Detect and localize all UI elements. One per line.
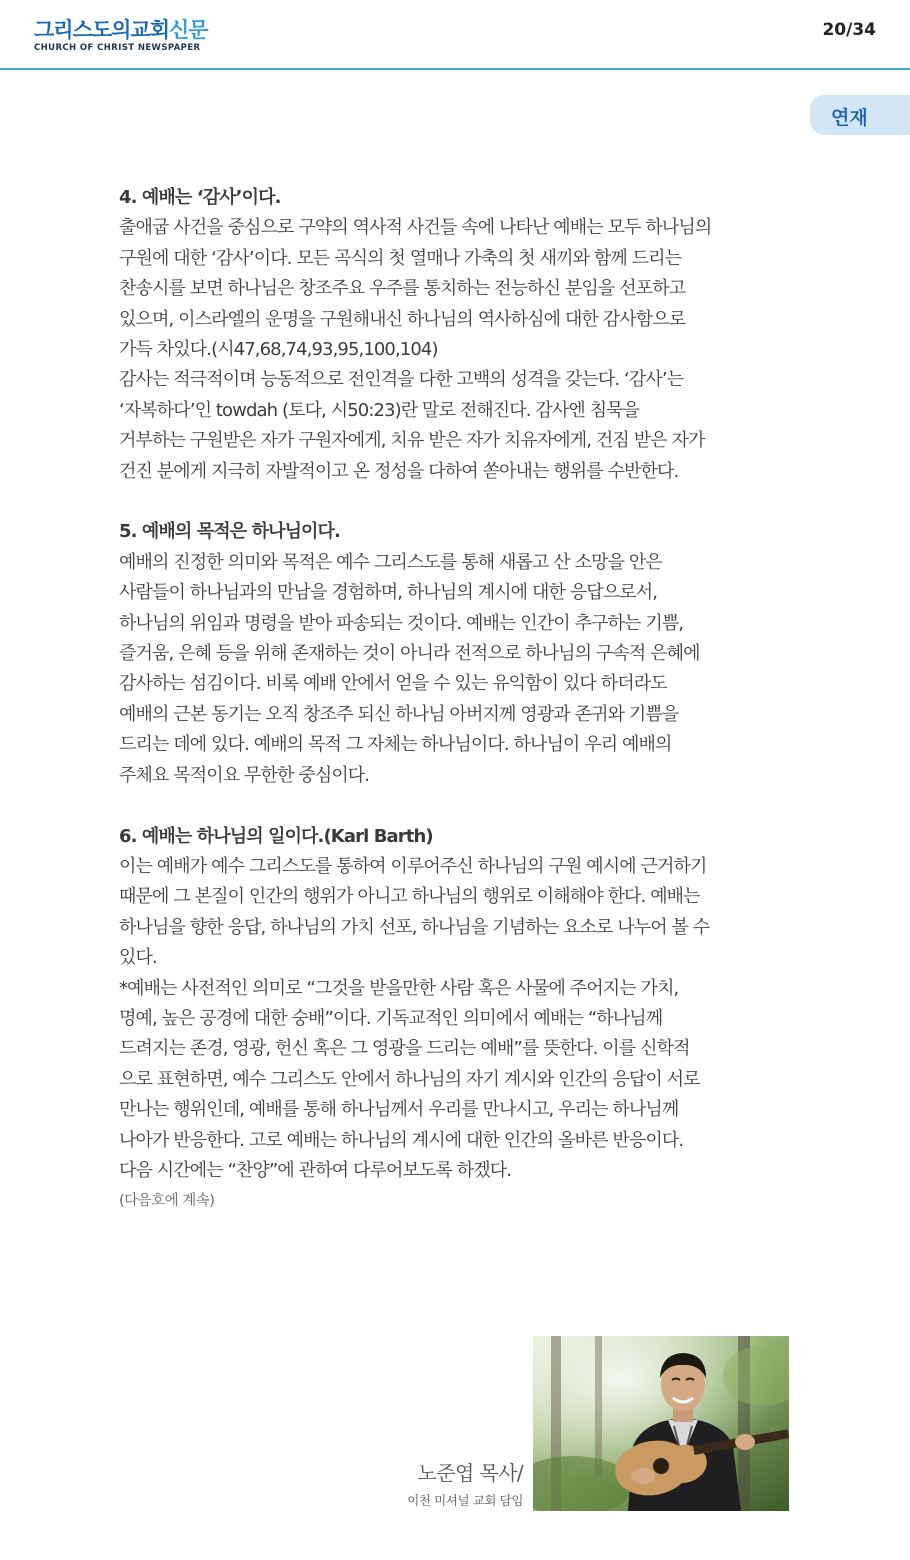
paragraph-gap [119, 487, 809, 517]
author-role: 이천 미셔널 교회 담임 [407, 1493, 523, 1508]
logo-main-text: 그리스도의교회 [34, 18, 170, 42]
section-tab [810, 95, 910, 135]
section-heading: 6. 예배는 하나님의 일이다.(Karl Barth) [119, 825, 433, 847]
paragraph-line: 거부하는 구원받은 자가 구원자에게, 치유 받은 자가 치유자에게, 건짐 받은 자가 [119, 430, 705, 452]
paragraph-line: 하나님을 향한 응답, 하나님의 가치 선포, 하나님을 기념하는 요소로 나누어 볼 수 [119, 916, 710, 938]
paragraph-line: 출애굽 사건을 중심으로 구약의 역사적 사건들 속에 나타난 예배는 모두 하나님의 [119, 217, 712, 239]
paragraph-line: 예배의 진정한 의미와 목적은 예수 그리스도를 통해 새롭고 산 소망을 안은 [119, 551, 662, 573]
paragraph-line: 예배의 근본 동기는 오직 창조주 되신 하나님 아버지께 영광과 존귀와 기쁨을 [119, 703, 679, 725]
paragraph-line: 건진 분에게 지극히 자발적이고 온 정성을 다하여 쏟아내는 행위를 수반한다. [119, 460, 679, 482]
masthead [0, 0, 910, 70]
logo-korean [34, 18, 208, 42]
paragraph-line: ‘자복하다’인 towdah (토다, 시50:23)란 말로 전해진다. 감사엔 침묵을 [119, 399, 640, 421]
section-heading: 4. 예배는 ‘감사’이다. [119, 187, 281, 208]
paragraph-line: 드리는 데에 있다. 예배의 목적 그 자체는 하나님이다. 하나님이 우리 예배의 [119, 734, 672, 756]
author-photo-illustration [533, 1336, 789, 1511]
page-number: 20/34 [822, 20, 876, 40]
author-byline [407, 1458, 523, 1511]
newspaper-logo[interactable] [34, 18, 208, 54]
paragraph-line: 사람들이 하나님과의 만남을 경험하며, 하나님의 계시에 대한 응답으로서, [119, 582, 658, 604]
author-photo [533, 1336, 789, 1511]
paragraph-line: 나아가 반응한다. 고로 예배는 하나님의 계시에 대한 인간의 올바른 반응이다. [119, 1129, 684, 1151]
paragraph-line: 드려지는 존경, 영광, 헌신 혹은 그 영광을 드리는 예배”를 뜻한다. 이를 신학적 [119, 1038, 690, 1060]
continued-note: (다음호에 계속) [119, 1193, 215, 1210]
paragraph-line: 감사는 적극적이며 능동적으로 전인격을 다한 고백의 성격을 갖는다. ‘감사’는 [119, 369, 684, 391]
paragraph-line: 있다. [119, 947, 157, 969]
paragraph-line: 으로 표현하면, 예수 그리스도 안에서 하나님의 자기 계시와 인간의 응답이 서로 [119, 1068, 700, 1090]
paragraph-line: 가득 차있다.(시47,68,74,93,95,100,104) [119, 339, 438, 361]
author-name: 노준엽 목사/ [417, 1461, 523, 1485]
paragraph-line: 이는 예배가 예수 그리스도를 통하여 이루어주신 하나님의 구원 예시에 근거하기 [119, 855, 707, 877]
paragraph-line: 구원에 대한 ‘감사’이다. 모든 곡식의 첫 열매나 가축의 첫 새끼와 함께 드리는 [119, 247, 682, 269]
paragraph-line: 하나님의 위임과 명령을 받아 파송되는 것이다. 예배는 인간이 추구하는 기쁨, [119, 612, 684, 634]
paragraph-line: *예배는 사전적인 의미로 “그것을 받을만한 사람 혹은 사물에 주어지는 가치, [119, 977, 679, 999]
paragraph-line: 만나는 행위인데, 예배를 통해 하나님께서 우리를 만나시고, 우리는 하나님께 [119, 1099, 679, 1121]
section-heading: 5. 예배의 목적은 하나님이다. [119, 521, 340, 543]
paragraph-line: 찬송시를 보면 하나님은 창조주요 우주를 통치하는 전능하신 분임을 선포하고 [119, 278, 686, 300]
logo-english: CHURCH OF CHRIST NEWSPAPER [34, 43, 201, 53]
paragraph-line: 다음 시간에는 “찬양”에 관하여 다루어보도록 하겠다. [119, 1159, 512, 1181]
paragraph-line: 주체요 목적이요 무한한 중심이다. [119, 764, 370, 786]
paragraph-line: 감사하는 섬김이다. 비록 예배 안에서 얻을 수 있는 유익함이 있다 하더라도 [119, 673, 667, 695]
article-body [119, 183, 809, 1216]
paragraph-line: 명예, 높은 공경에 대한 숭배”이다. 기독교적인 의미에서 예배는 “하나님께 [119, 1007, 663, 1029]
section-tab-label: 연재 [831, 107, 868, 129]
paragraph-line: 있으며, 이스라엘의 운명을 구원해내신 하나님의 역사하심에 대한 감사함으로 [119, 308, 686, 330]
paragraph-line: 때문에 그 본질이 인간의 행위가 아니고 하나님의 행위로 이해해야 한다. 예배는 [119, 886, 700, 908]
paragraph-gap [119, 791, 809, 821]
logo-accent-text: 신문 [169, 18, 208, 42]
paragraph-line: 즐거움, 은혜 등을 위해 존재하는 것이 아니라 전적으로 하나님의 구속적 은혜에 [119, 643, 700, 665]
